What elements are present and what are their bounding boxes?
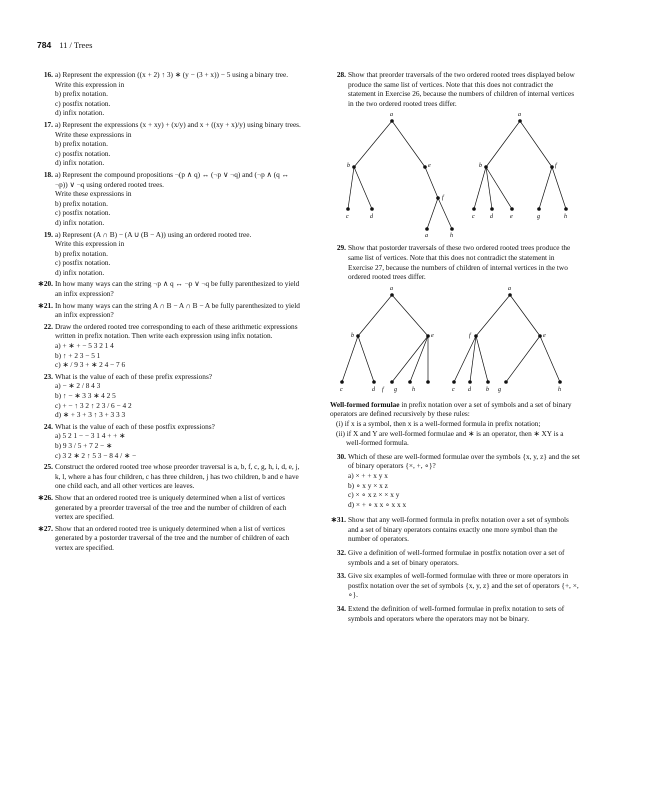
- exercise-text: Show that an ordered rooted tree is uniquely determined when a list of vertices generated by a postorder traversal of the tree and the number of children of each vertex are specified.: [55, 523, 290, 552]
- sub-item: Write these expressions in: [55, 189, 132, 199]
- tree-node: [390, 120, 394, 124]
- exercise-number: 30.: [336, 451, 346, 461]
- node-label: f: [469, 332, 471, 339]
- tree-28-right-edges: [474, 121, 566, 209]
- exercise-number: 22.: [43, 321, 53, 331]
- exercise-text: Give six examples of well-formed formulae with three or more operators in postfix notation over the set of symbols {x, y, z} and the set of operators {+, ×, ∘}.: [348, 571, 579, 600]
- sub-item: Write this expression in: [55, 79, 125, 89]
- node-label: f: [555, 163, 557, 170]
- exercise-33: [330, 571, 580, 600]
- tree-node: [450, 228, 454, 232]
- tree-node: [423, 166, 427, 170]
- exercise-24: [37, 422, 301, 460]
- exercise-number: 17.: [43, 119, 53, 129]
- wff-definition: [330, 400, 580, 448]
- exercise-number: 33.: [336, 571, 346, 581]
- sub-item: b) 9 3 / 5 + 7 2 − ∗: [55, 440, 113, 450]
- tree-node: [352, 166, 356, 170]
- sub-item: c) postfix notation.: [55, 208, 111, 218]
- node-label: a: [390, 112, 393, 119]
- sub-item: b) ∘ x y × x z: [348, 480, 388, 490]
- exercise-number: 28.: [336, 70, 346, 79]
- tree-node: [370, 208, 374, 212]
- exercise-31: [330, 515, 580, 544]
- exercise-17: [37, 120, 301, 168]
- node-label: h: [558, 386, 561, 393]
- node-label: e: [510, 214, 513, 221]
- sub-item: d) infix notation.: [55, 267, 105, 277]
- tree-node: [436, 197, 440, 201]
- exercise-text: Show that preorder traversals of the two ordered rooted trees displayed below produce the same list of vertices. Note that this does not contradict the statement in Exercise 26, because the numbers of children of internal vertices in the two ordered rooted trees differ.: [348, 70, 575, 108]
- exercise-text: a) Represent the expressions (x + xy) + (x/y) and x + ((xy + x)/y) using binary trees.: [55, 119, 301, 129]
- node-label: c: [472, 214, 475, 221]
- exercise-29-trees: [330, 286, 580, 394]
- left-column: [37, 70, 301, 555]
- exercise-number: ∗21.: [37, 300, 53, 310]
- definition-text: in prefix notation over a set of symbols and a set of binary operators are defined recursively by these rules:: [330, 399, 572, 419]
- sub-item: b) prefix notation.: [55, 248, 108, 258]
- exercise-29: [330, 243, 580, 281]
- exercise-32: [330, 548, 580, 567]
- right-column: [330, 70, 580, 625]
- node-label: g: [498, 386, 501, 393]
- exercise-text: In how many ways can the string A ∩ B − A ∩ B − A be fully parenthesized to yield an infix expression?: [55, 300, 300, 320]
- node-label: g: [537, 214, 540, 221]
- tree-node: [472, 208, 476, 212]
- tree-node: [346, 208, 350, 212]
- sub-item: c) postfix notation.: [55, 98, 111, 108]
- node-label: d: [370, 214, 373, 221]
- sub-item: b) ↑ + 2 3 − 5 1: [55, 350, 101, 360]
- exercise-text: Show that postorder traversals of these two ordered rooted trees produce the same list of vertices. Note that this does not contradict the statement in Exercise 27, because the numbers of children of internal vertices in the two ordered rooted trees differ.: [348, 243, 571, 282]
- exercise-18: [37, 170, 301, 228]
- exercise-28-trees: [330, 112, 580, 237]
- node-label: e: [543, 332, 546, 339]
- tree-node: [518, 120, 522, 124]
- node-label: h: [450, 233, 453, 238]
- sub-item: a) + ∗ + − 5 3 2 1 4: [55, 341, 114, 351]
- sub-item: c) ∗ / 9 3 + ∗ 2 4 − 7 6: [55, 360, 126, 370]
- exercise-16: [37, 70, 301, 118]
- node-label: b: [479, 163, 482, 170]
- sub-item: Write this expression in: [55, 239, 125, 249]
- sub-item: d) infix notation.: [55, 158, 105, 168]
- exercise-30: [330, 452, 580, 510]
- rule-i: (i) if x is a symbol, then x is a well-formed formula in prefix notation;: [336, 418, 541, 428]
- node-label: g: [425, 233, 428, 238]
- sub-item: a) 5 2 1 − − 3 1 4 + + ∗: [55, 431, 126, 441]
- exercise-number: 34.: [336, 604, 346, 614]
- node-label: e: [431, 332, 434, 339]
- definition-term: Well-formed formulae: [330, 399, 400, 409]
- exercise-number: 19.: [43, 229, 53, 239]
- exercise-text: Construct the ordered rooted tree whose preorder traversal is a, b, f, c, g, h, i, d, e, j, k, l, where a has four children, c has three children, j has two children, b and e have one child each, and all other vertices are leaves.: [55, 462, 300, 491]
- page-header: [37, 40, 92, 50]
- exercise-number: ∗31.: [330, 515, 346, 525]
- sub-item: d) infix notation.: [55, 108, 105, 118]
- tree-node: [484, 166, 488, 170]
- exercise-text: Show that any well-formed formula in prefix notation over a set of symbols and a set of binary operators contains exactly one more symbol than the number of operators.: [348, 515, 569, 544]
- exercise-text: What is the value of each of these postfix expressions?: [55, 421, 215, 431]
- sub-item: a) × + + x y x: [348, 470, 388, 480]
- exercise-21: [37, 301, 301, 320]
- sub-item: c) × ∘ x z × × x y: [348, 490, 400, 500]
- node-label: a: [518, 112, 521, 119]
- sub-item: d) × + ∘ x x ∘ x x x: [348, 499, 407, 509]
- exercise-27: [37, 524, 301, 553]
- sub-item: Write these expressions in: [55, 129, 132, 139]
- node-label: e: [428, 163, 431, 170]
- node-label: g: [394, 386, 397, 393]
- exercise-number: ∗26.: [37, 492, 53, 502]
- sub-item: b) ↑ − ∗ 3 3 ∗ 4 2 5: [55, 391, 116, 400]
- exercise-number: ∗27.: [37, 523, 53, 533]
- node-label: d: [490, 214, 493, 221]
- exercise-text: Which of these are well-formed formulae over the symbols {x, y, z} and the set of binary operators {×, +, ∘}?: [348, 451, 580, 471]
- tree-node: [510, 208, 514, 212]
- node-label: a: [390, 285, 393, 292]
- exercise-text: Show that an ordered rooted tree is uniquely determined when a list of vertices generated by a preorder traversal of the tree and the number of children of each vertex are specified.: [55, 492, 287, 522]
- node-label: d: [372, 386, 375, 393]
- sub-item: a) − ∗ 2 / 8 4 3: [55, 381, 101, 391]
- exercise-number: ∗20.: [37, 279, 53, 289]
- node-label: c: [340, 386, 343, 393]
- tree-28-left-edges: [348, 121, 452, 229]
- exercise-text: What is the value of each of these prefix expressions?: [55, 371, 213, 381]
- exercise-25: [37, 462, 301, 491]
- node-label: h: [564, 214, 567, 221]
- exercise-number: 18.: [43, 169, 53, 179]
- tree-node: [550, 166, 554, 170]
- exercise-text: Give a definition of well-formed formulae in postfix notation over a set of symbols and a set of binary operators.: [348, 548, 565, 567]
- tree-node: [490, 208, 494, 212]
- sub-item: d) ∗ + 3 + 3 ↑ 3 + 3 3 3: [55, 410, 126, 420]
- tree-node: [564, 208, 568, 212]
- exercise-number: 24.: [43, 421, 53, 431]
- node-label: d: [468, 386, 471, 393]
- exercise-number: 32.: [336, 548, 346, 558]
- exercise-number: 25.: [43, 462, 53, 472]
- node-label: b: [347, 163, 350, 170]
- node-label: f: [382, 386, 384, 393]
- sub-item: c) postfix notation.: [55, 258, 111, 268]
- sub-item: c) + − ↑ 3 2 ↑ 2 3 / 6 − 4 2: [55, 400, 132, 410]
- exercise-20: [37, 279, 301, 298]
- sub-item: d) infix notation.: [55, 217, 105, 227]
- sub-item: c) 3 2 ∗ 2 ↑ 5 3 − 8 4 / ∗ −: [55, 450, 137, 460]
- tree-node: [537, 208, 541, 212]
- page-number: 784: [37, 40, 52, 50]
- node-label: h: [412, 386, 415, 393]
- sub-item: b) prefix notation.: [55, 198, 108, 208]
- node-label: b: [486, 386, 489, 393]
- rule-ii: (ii) if X and Y are well-formed formulae and ∗ is an operator, then ∗ XY is a well-formed formula.: [336, 428, 564, 448]
- exercise-34: [330, 604, 580, 623]
- node-label: c: [346, 214, 349, 221]
- exercise-number: 16.: [43, 70, 53, 79]
- exercise-26: [37, 493, 301, 522]
- exercise-28: [330, 70, 580, 108]
- tree-node: [425, 228, 429, 232]
- exercise-text: a) Represent the expression ((x + 2) ↑ 3) ∗ (y − (3 + x)) − 5 using a binary tree.: [55, 70, 289, 79]
- sub-item: b) prefix notation.: [55, 139, 108, 149]
- sub-item: b) prefix notation.: [55, 89, 108, 99]
- node-label: a: [508, 285, 511, 292]
- exercise-text: In how many ways can the string ¬p ∧ q ↔ ¬p ∨ ¬q be fully parenthesized to yield an infix expression?: [55, 279, 300, 299]
- exercise-22: [37, 322, 301, 370]
- exercise-19: [37, 230, 301, 278]
- exercise-text: a) Represent (A ∩ B) − (A ∪ (B − A)) using an ordered rooted tree.: [55, 229, 252, 239]
- exercise-text: Extend the definition of well-formed formulae in prefix notation to sets of symbols and operators where the operators may not be binary.: [348, 604, 565, 623]
- exercise-text: Draw the ordered rooted tree corresponding to each of these arithmetic expressions written in prefix notation. Then write each expression using infix notation.: [55, 321, 298, 341]
- exercise-number: 29.: [336, 243, 346, 253]
- node-label: b: [351, 332, 354, 339]
- node-label: c: [452, 386, 455, 393]
- section-title: 11 / Trees: [59, 40, 93, 50]
- node-label: f: [442, 195, 444, 202]
- exercise-number: 23.: [43, 371, 53, 381]
- sub-item: c) postfix notation.: [55, 148, 111, 158]
- exercise-23: [37, 372, 301, 420]
- exercise-text: a) Represent the compound propositions ¬(p ∧ q) ↔ (¬p ∨ ¬q) and (¬p ∧ (q ↔ ¬p)) ∨ ¬q using ordered rooted trees.: [55, 169, 289, 189]
